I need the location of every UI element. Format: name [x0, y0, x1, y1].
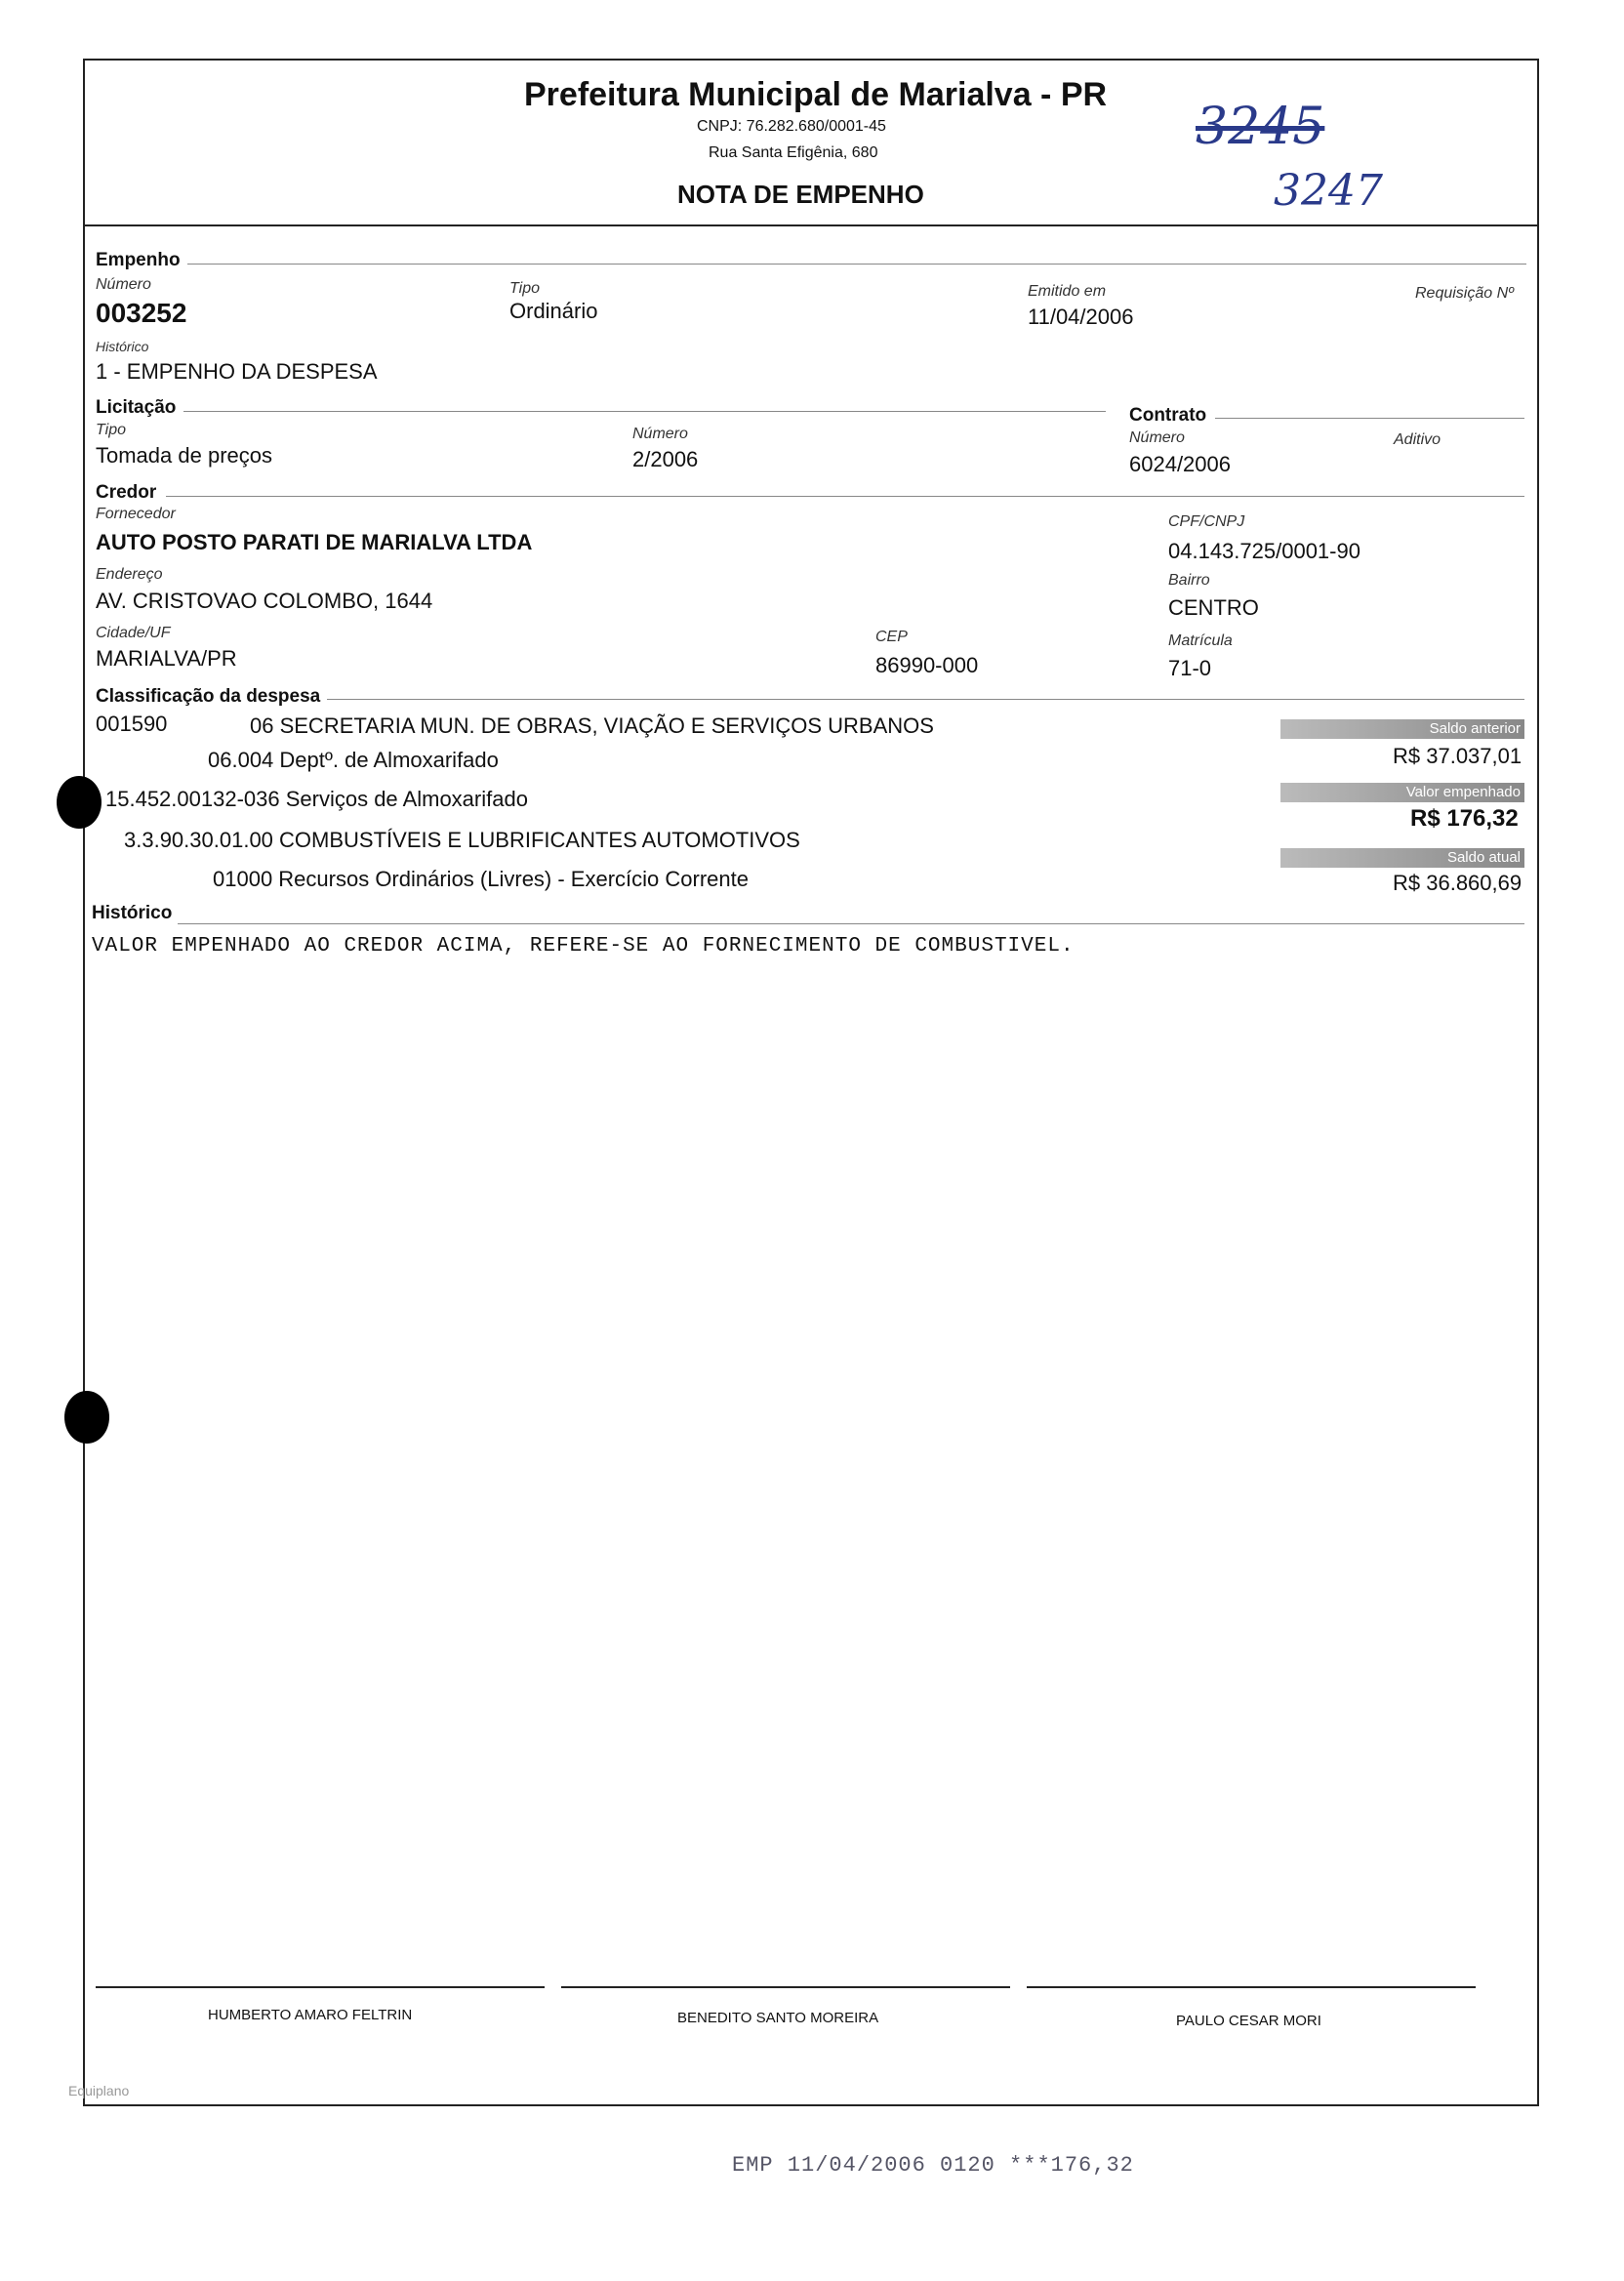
cep-label: CEP	[875, 629, 908, 645]
signature-name-3: PAULO CESAR MORI	[1176, 2013, 1321, 2029]
classificacao-departamento: 06.004 Deptº. de Almoxarifado	[208, 748, 499, 772]
valor-empenhado-label: Valor empenhado	[1280, 783, 1524, 802]
header-divider	[83, 224, 1539, 226]
empenho-tipo-label: Tipo	[509, 280, 540, 297]
section-rule	[187, 264, 1526, 265]
fornecedor-endereco: AV. CRISTOVAO COLOMBO, 1644	[96, 589, 433, 613]
requisicao-label: Requisição Nº	[1415, 285, 1514, 302]
fornecedor-bairro: CENTRO	[1168, 595, 1259, 620]
classificacao-secretaria: 06 SECRETARIA MUN. DE OBRAS, VIAÇÃO E SERVIÇOS URBANOS	[250, 713, 934, 738]
section-rule	[1215, 418, 1524, 419]
handwritten-number: 3247	[1274, 166, 1383, 216]
empenho-tipo: Ordinário	[509, 299, 598, 323]
classificacao-funcional: 15.452.00132-036 Serviços de Almoxarifado	[105, 787, 528, 811]
fornecedor-label: Fornecedor	[96, 506, 176, 522]
fornecedor-cep: 86990-000	[875, 653, 979, 677]
section-credor: Credor	[96, 482, 157, 503]
licitacao-tipo-label: Tipo	[96, 422, 126, 438]
classificacao-elemento: 3.3.90.30.01.00 COMBUSTÍVEIS E LUBRIFICANTES AUTOMOTIVOS	[124, 828, 800, 852]
emitido-date: 11/04/2006	[1028, 305, 1134, 329]
valor-empenhado: R$ 176,32	[1410, 805, 1519, 832]
empenho-historico-label: Histórico	[96, 339, 149, 354]
punch-hole	[57, 776, 102, 829]
empenho-numero: 003252	[96, 298, 187, 328]
fornecedor-name: AUTO POSTO PARATI DE MARIALVA LTDA	[96, 530, 533, 554]
software-brand: Equiplano	[68, 2083, 130, 2098]
fornecedor-cnpj: 04.143.725/0001-90	[1168, 539, 1360, 563]
bairro-label: Bairro	[1168, 572, 1210, 589]
historico-text: VALOR EMPENHADO AO CREDOR ACIMA, REFERE-SE AO FORNECIMENTO DE COMBUSTIVEL.	[92, 935, 1075, 957]
empenho-historico: 1 - EMPENHO DA DESPESA	[96, 359, 378, 384]
licitacao-tipo: Tomada de preços	[96, 443, 272, 468]
signature-name-2: BENEDITO SANTO MOREIRA	[677, 2010, 879, 2026]
section-contrato: Contrato	[1129, 405, 1207, 426]
matricula-label: Matrícula	[1168, 632, 1233, 649]
signature-line	[96, 1986, 545, 1988]
contrato-numero-label: Número	[1129, 429, 1185, 446]
contrato-numero: 6024/2006	[1129, 452, 1231, 476]
classificacao-recurso: 01000 Recursos Ordinários (Livres) - Exercício Corrente	[213, 867, 749, 891]
fornecedor-matricula: 71-0	[1168, 656, 1212, 680]
page-title: Prefeitura Municipal de Marialva - PR	[524, 76, 1108, 113]
empenho-numero-label: Número	[96, 276, 151, 293]
signature-line	[561, 1986, 1010, 1988]
contrato-aditivo-label: Aditivo	[1394, 431, 1441, 448]
section-rule	[327, 699, 1524, 700]
document-type: NOTA DE EMPENHO	[677, 180, 924, 209]
section-classificacao: Classificação da despesa	[96, 686, 321, 707]
handwritten-number-struck: 3245	[1196, 98, 1325, 156]
header-address: Rua Santa Efigênia, 680	[709, 144, 878, 161]
licitacao-numero-label: Número	[632, 426, 688, 442]
protocol-stamp: EMP 11/04/2006 0120 ***176,32	[732, 2153, 1134, 2178]
section-rule	[183, 411, 1106, 412]
licitacao-numero: 2/2006	[632, 447, 699, 471]
classificacao-code: 001590	[96, 712, 168, 736]
fornecedor-cidade: MARIALVA/PR	[96, 646, 237, 671]
punch-hole	[64, 1391, 109, 1444]
section-rule	[166, 496, 1524, 497]
endereco-label: Endereço	[96, 566, 163, 583]
signature-name-1: HUMBERTO AMARO FELTRIN	[208, 2007, 413, 2023]
section-rule	[178, 923, 1524, 924]
saldo-anterior: R$ 37.037,01	[1393, 744, 1522, 768]
saldo-atual: R$ 36.860,69	[1393, 871, 1522, 895]
header-cnpj: CNPJ: 76.282.680/0001-45	[697, 118, 886, 135]
emitido-label: Emitido em	[1028, 283, 1107, 300]
cpf-cnpj-label: CPF/CNPJ	[1168, 513, 1245, 530]
section-licitacao: Licitação	[96, 397, 177, 418]
section-historico: Histórico	[92, 903, 173, 923]
saldo-atual-label: Saldo atual	[1280, 848, 1524, 868]
signature-line	[1027, 1986, 1476, 1988]
cidade-label: Cidade/UF	[96, 625, 171, 641]
saldo-anterior-label: Saldo anterior	[1280, 719, 1524, 739]
section-empenho: Empenho	[96, 250, 181, 270]
